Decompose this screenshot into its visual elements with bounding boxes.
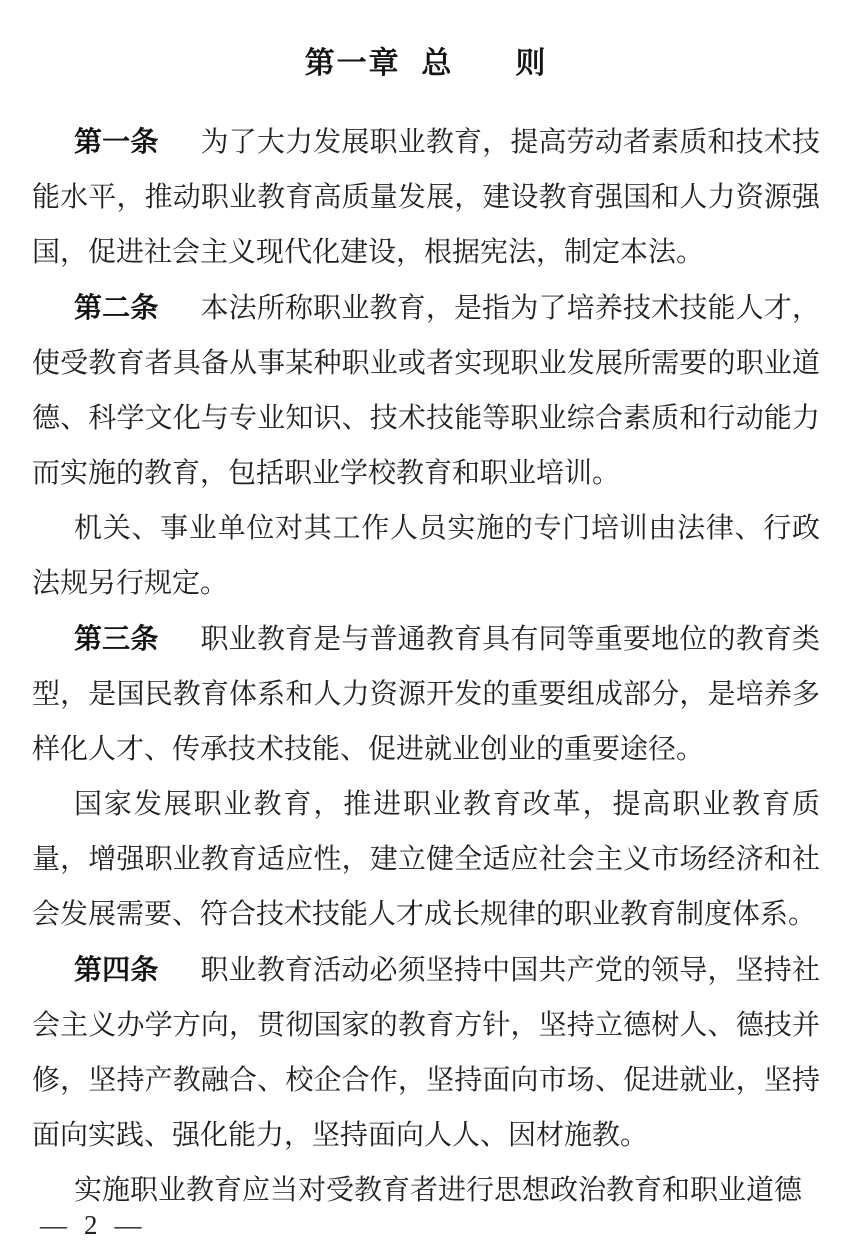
article-paragraph <box>32 942 820 1163</box>
document-body <box>32 114 820 1218</box>
article-paragraph <box>32 114 820 280</box>
article-paragraph <box>32 501 820 611</box>
article-paragraph <box>32 280 820 501</box>
footer-dash-left: — <box>40 1210 67 1240</box>
paragraph-text: 职业教育活动必须坚持中国共产党的领导，坚持社会主义办学方向，贯彻国家的教育方针，坚持立德树人、德技并修，坚持产教融合、校企合作，坚持面向市场、促进就业，坚持面向实践、强化能力，坚持面向人人、因材施教。 <box>32 955 820 1151</box>
article-number: 第一条 <box>74 126 159 157</box>
article-number: 第二条 <box>74 292 159 323</box>
article-paragraph <box>32 777 820 942</box>
paragraph-text: 国家发展职业教育，推进职业教育改革，提高职业教育质量，增强职业教育适应性，建立健全适应社会主义市场经济和社会发展需要、符合技术技能人才成长规律的职业教育制度体系。 <box>32 789 820 930</box>
article-paragraph <box>32 1163 820 1218</box>
paragraph-text: 职业教育是与普通教育具有同等重要地位的教育类型，是国民教育体系和人力资源开发的重要组成部分，是培养多样化人才、传承技术技能、促进就业创业的重要途径。 <box>32 624 820 765</box>
chapter-title: 第一章 总 则 <box>304 47 548 80</box>
paragraph-text: 本法所称职业教育，是指为了培养技术技能人才，使受教育者具备从事某种职业或者实现职业发展所需要的职业道德、科学文化与专业知识、技术技能等职业综合素质和行动能力而实施的教育，包括职业学校教育和职业培训。 <box>32 293 820 489</box>
article-paragraph <box>32 611 820 777</box>
paragraph-text: 为了大力发展职业教育，提高劳动者素质和技术技能水平，推动职业教育高质量发展，建设教育强国和人力资源强国，促进社会主义现代化建设，根据宪法，制定本法。 <box>32 127 820 268</box>
paragraph-text: 机关、事业单位对其工作人员实施的专门培训由法律、行政法规另行规定。 <box>32 513 820 599</box>
article-number: 第四条 <box>74 954 159 985</box>
page-number: 2 <box>84 1210 98 1240</box>
article-number: 第三条 <box>74 623 159 654</box>
page-footer <box>40 1210 142 1241</box>
footer-dash-right: — <box>114 1210 142 1240</box>
paragraph-text: 实施职业教育应当对受教育者进行思想政治教育和职业道德 <box>74 1175 803 1206</box>
